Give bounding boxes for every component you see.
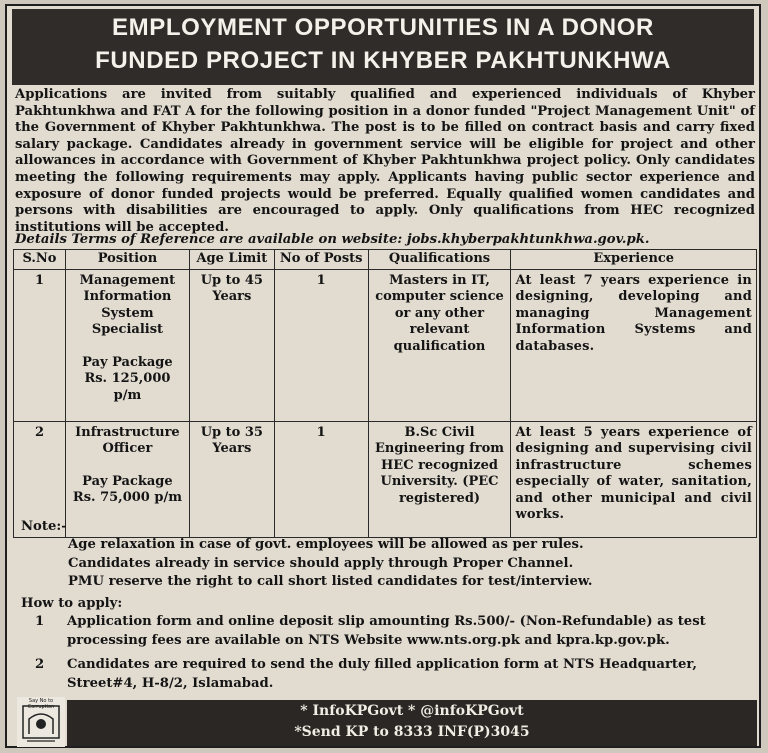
row-experience: At least 7 years experience in designing, developing and managing Management Information Systems and databases.: [511, 269, 757, 421]
table-row: [14, 269, 757, 421]
how-to-apply-heading: How to apply:: [21, 596, 123, 611]
pay-package: Pay Package Rs. 75,000 p/m: [72, 473, 182, 505]
row-age-limit: Up to 35 Years: [189, 421, 274, 537]
row-no-of-posts: 1: [274, 421, 368, 537]
row-sno: 2: [14, 421, 66, 537]
header-experience: Experience: [511, 250, 757, 270]
row-experience: At least 5 years experience of designing and supervising civil infrastructure schemes especially of water, sanitation, and other municipal and civil works.: [511, 421, 757, 537]
row-qualification: Masters in IT, computer science or any other relevant qualification: [368, 269, 511, 421]
position-title: Infrastructure Officer: [75, 424, 180, 456]
row-no-of-posts: 1: [274, 269, 368, 421]
terms-of-reference-note: Details Terms of Reference are available on website: jobs.khyberpakhtunkhwa.gov.pk.: [15, 232, 650, 247]
position-title: Management Information System Specialist: [79, 272, 176, 337]
advertisement-frame: [5, 4, 761, 748]
header-position: Position: [65, 250, 189, 270]
table-row: [14, 421, 757, 537]
government-logo: [17, 697, 65, 747]
header-qualifications: Qualifications: [368, 250, 511, 270]
positions-table: [13, 249, 757, 538]
row-position: [65, 269, 189, 421]
header-sno: S.No: [14, 250, 66, 270]
step-number: 2: [35, 657, 45, 672]
header-line-1: EMPLOYMENT OPPORTUNITIES IN A DONOR: [112, 14, 654, 41]
header-no-of-posts: No of Posts: [274, 250, 368, 270]
sms-info: *Send KP to 8333 INF(P)3045: [294, 724, 530, 740]
logo-caption: Say No to Corruption: [27, 698, 55, 710]
note-list: [68, 536, 593, 592]
apply-step: [27, 656, 755, 693]
header-age-limit: Age Limit: [189, 250, 274, 270]
step-text: Application form and online deposit slip amounting Rs.500/- (Non-Refundable) as test processing fees are available on NTS Website www.nts.org.pk and kpra.kp.gov.pk.: [67, 614, 706, 648]
note-heading: Note:-: [21, 519, 67, 534]
apply-step: [27, 613, 755, 650]
row-position: [65, 421, 189, 537]
note-item: PMU reserve the right to call short listed candidates for test/interview.: [68, 574, 593, 589]
intro-paragraph: Applications are invited from suitably qualified and experienced individuals of Khyber Pakhtunkhwa and FAT A for the following position in a donor funded "Project Management Unit" of the Government of Khyber Pakhtunkhwa. The post is to be filled on contract basis and carry fixed salary package. Candidates already in government service will be eligible for project and other allowances in accordance with Government of Khyber Pakhtunkhwa project policy. Only candidates meeting the following requirements may apply. Applicants having public sector experience and exposure of donor funded projects would be preferred. Equally qualified women candidates and persons with disabilities are encouraged to apply. Only qualifications from HEC recognized institutions will be accepted.: [15, 87, 755, 235]
step-text: Candidates are required to send the duly filled application form at NTS Headquarter, Street#4, H-8/2, Islamabad.: [67, 657, 697, 691]
how-to-apply-steps: [27, 613, 755, 699]
note-item: Age relaxation in case of govt. employees will be allowed as per rules.: [68, 537, 584, 552]
header-line-2: FUNDED PROJECT IN KHYBER PAKHTUNKHWA: [95, 47, 671, 74]
table-header-row: [14, 250, 757, 270]
note-item: Candidates already in service should apply through Proper Channel.: [68, 555, 574, 571]
ad-header: [12, 9, 754, 85]
row-qualification: B.Sc Civil Engineering from HEC recognized University. (PEC registered): [368, 421, 511, 537]
social-handles: * InfoKPGovt * @infoKPGovt: [300, 703, 524, 719]
step-number: 1: [35, 614, 45, 629]
row-sno: 1: [14, 269, 66, 421]
row-age-limit: Up to 45 Years: [189, 269, 274, 421]
pay-package: Pay Package Rs. 125,000 p/m: [82, 354, 173, 403]
contact-footer: [67, 700, 757, 746]
